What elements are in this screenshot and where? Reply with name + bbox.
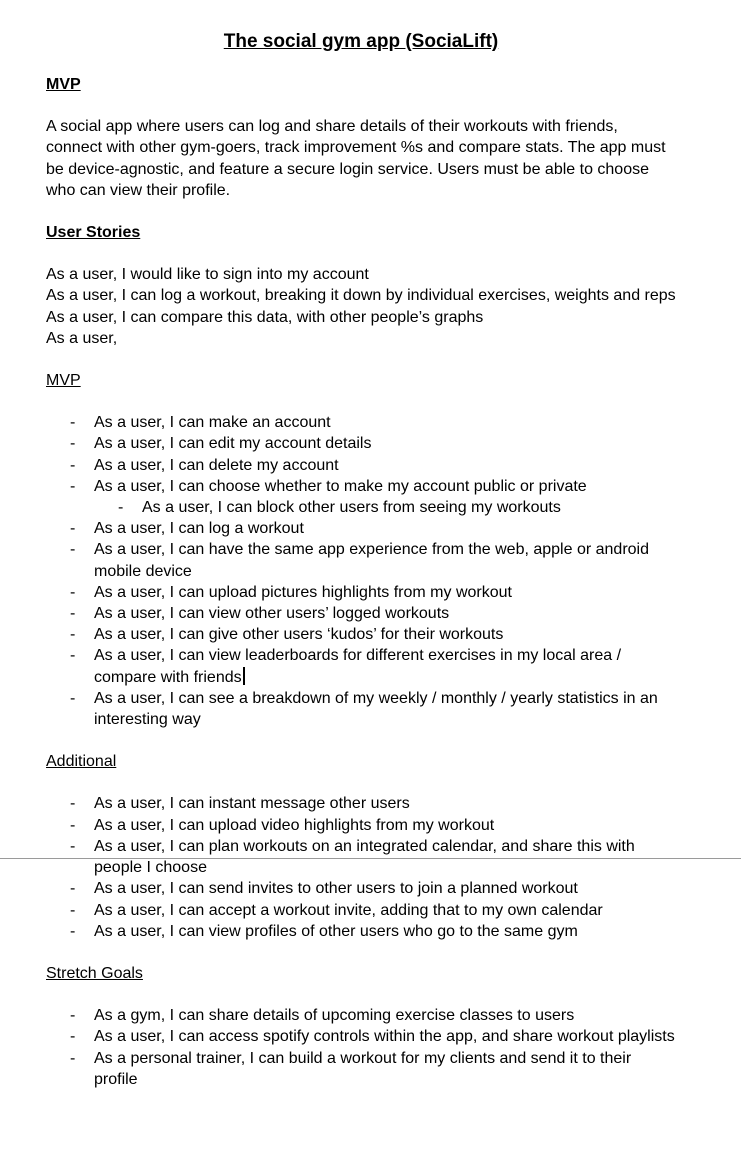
user-story: As a user, I would like to sign into my account — [46, 266, 369, 284]
user-story: As a user, — [46, 329, 118, 347]
list-item — [46, 582, 676, 603]
spacer — [46, 730, 676, 751]
list-item — [46, 603, 676, 624]
list-item-text: As a gym, I can share details of upcoming exercise classes to users — [94, 1007, 575, 1025]
mvp-description: A social app where users can log and share details of their workouts with friends, connect with other gym-goers, track improvement %s and compare stats. The app must be device-agnostic, and feature a secure login service. Users must be able to choose who can view their profile. — [46, 118, 666, 199]
stretch-goals-heading: Stretch Goals — [46, 964, 143, 982]
dash-bullet: - — [70, 435, 76, 453]
list-item-text: As a user, I can view profiles of other users who go to the same gym — [94, 922, 578, 940]
dash-bullet: - — [118, 499, 124, 517]
user-stories-heading: User Stories — [46, 224, 141, 242]
dash-bullet: - — [70, 541, 76, 559]
dash-bullet: - — [70, 520, 76, 538]
spacer — [46, 984, 676, 1005]
list-item-text: As a user, I can edit my account details — [94, 435, 372, 453]
list-item — [46, 412, 676, 433]
list-item — [46, 900, 676, 921]
spacer — [46, 201, 676, 222]
list-item-text: As a user, I can plan workouts on an integrated calendar, and share this with people I choose — [94, 837, 635, 877]
list-item-text: As a user, I can block other users from seeing my workouts — [142, 499, 561, 517]
list-item-text: As a personal trainer, I can build a workout for my clients and send it to their profile — [94, 1049, 632, 1088]
list-item-text: As a user, I can upload video highlights from my workout — [94, 816, 495, 834]
stretch-goals-list — [46, 1005, 676, 1090]
dash-bullet: - — [70, 605, 76, 623]
dash-bullet: - — [70, 414, 76, 432]
dash-bullet: - — [70, 880, 76, 898]
dash-bullet: - — [70, 1007, 76, 1025]
list-item-text: As a user, I can instant message other users — [94, 795, 410, 813]
spacer — [46, 942, 676, 963]
dash-bullet: - — [70, 477, 76, 495]
dash-bullet: - — [70, 1049, 76, 1067]
list-item — [46, 688, 676, 730]
user-story: As a user, I can compare this data, with other people’s graphs — [46, 308, 484, 326]
list-item — [46, 1026, 676, 1047]
list-item — [46, 815, 676, 836]
mvp-list — [46, 412, 676, 730]
spacer — [46, 349, 676, 370]
list-item-text: As a user, I can give other users ‘kudos’ for their workouts — [94, 626, 504, 644]
dash-bullet: - — [70, 456, 76, 474]
user-story: As a user, I can log a workout, breaking it down by individual exercises, weights and reps — [46, 287, 676, 305]
list-item — [46, 455, 676, 476]
additional-list — [46, 793, 676, 941]
list-item-text: As a user, I can send invites to other users to join a planned workout — [94, 880, 578, 898]
dash-bullet: - — [70, 1028, 76, 1046]
list-item-text: As a user, I can view other users’ logged workouts — [94, 605, 450, 623]
list-item-text: As a user, I can access spotify controls within the app, and share workout playlists — [94, 1028, 675, 1046]
list-item — [46, 433, 676, 454]
page-break-line — [0, 858, 741, 859]
spacer — [46, 772, 676, 793]
dash-bullet: - — [70, 689, 76, 707]
dash-bullet: - — [70, 795, 76, 813]
list-item — [46, 1005, 676, 1026]
list-item — [46, 645, 676, 687]
list-item-text: As a user, I can log a workout — [94, 520, 304, 538]
dash-bullet: - — [70, 816, 76, 834]
dash-bullet: - — [70, 901, 76, 919]
list-item-text: As a user, I can view leaderboards for different exercises in my local area / compare with friends — [94, 647, 622, 686]
list-item-text: As a user, I can make an account — [94, 414, 331, 432]
dash-bullet: - — [70, 837, 76, 855]
list-item — [46, 539, 676, 581]
list-item-text: As a user, I can upload pictures highlights from my workout — [94, 583, 512, 601]
sub-list-item — [46, 497, 676, 518]
document-title: The social gym app (SociaLift) — [223, 31, 499, 52]
list-item — [46, 878, 676, 899]
spacer — [46, 95, 676, 116]
list-item — [46, 1048, 676, 1090]
list-item — [46, 793, 676, 814]
mvp-list-heading: MVP — [46, 372, 81, 390]
list-item-text: As a user, I can see a breakdown of my weekly / monthly / yearly statistics in an interesting way — [94, 689, 658, 729]
mvp-heading: MVP — [46, 76, 81, 93]
list-item-text: As a user, I can choose whether to make my account public or private — [94, 477, 587, 495]
list-item-text: As a user, I can delete my account — [94, 456, 339, 474]
dash-bullet: - — [70, 922, 76, 940]
list-item — [46, 921, 676, 942]
text-cursor — [243, 667, 245, 685]
document-body[interactable] — [46, 30, 676, 1090]
dash-bullet: - — [70, 647, 76, 665]
dash-bullet: - — [70, 583, 76, 601]
spacer — [46, 243, 676, 264]
list-item-text: As a user, I can have the same app experience from the web, apple or android mobile device — [94, 541, 649, 580]
list-item — [46, 624, 676, 645]
spacer — [46, 391, 676, 412]
dash-bullet: - — [70, 626, 76, 644]
list-item — [46, 518, 676, 539]
additional-heading: Additional — [46, 753, 117, 771]
list-item — [46, 476, 676, 497]
list-item-text: As a user, I can accept a workout invite, adding that to my own calendar — [94, 901, 603, 919]
